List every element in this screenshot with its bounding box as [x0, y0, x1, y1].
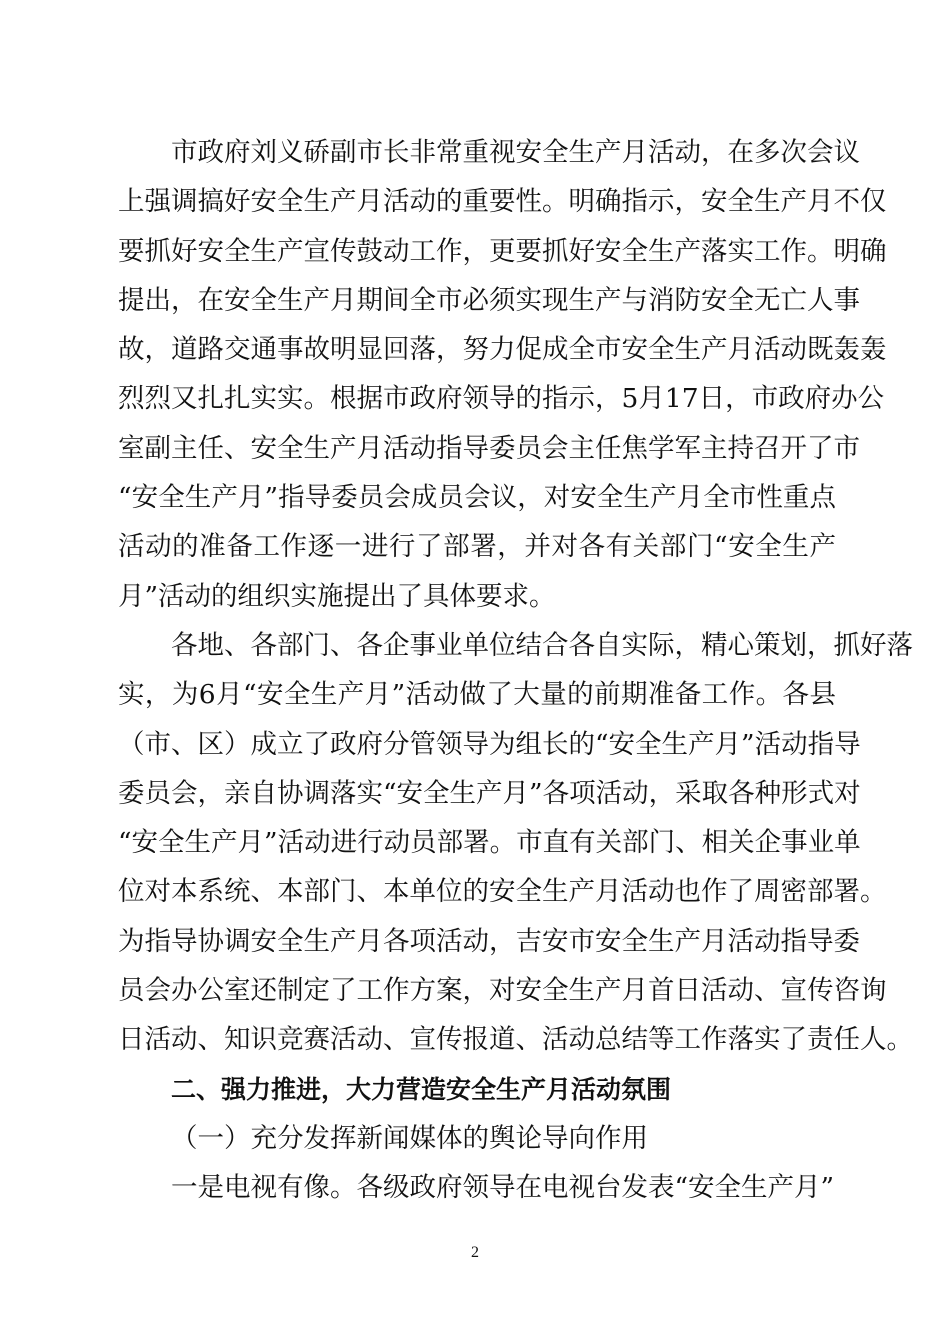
text-line: “安全生产月”指导委员会成员会议，对安全生产月全市性重点 [118, 482, 836, 514]
subsection-heading: （一）充分发挥新闻媒体的舆论导向作用 [171, 1122, 648, 1154]
section-heading: 二、强力推进，大力营造安全生产月活动氛围 [171, 1074, 672, 1104]
text-line: 市政府刘义硚副市长非常重视安全生产月活动，在多次会议 [171, 137, 860, 168]
text-line: 提出，在安全生产月期间全市必须实现生产与消防安全无亡人事 [118, 284, 860, 316]
text-line: 委员会，亲自协调落实“安全生产月”各项活动，采取各种形式对 [118, 777, 861, 809]
text-line: 为指导协调安全生产月各项活动，吉安市安全生产月活动指导委 [118, 925, 860, 957]
text-line: 上强调搞好安全生产月活动的重要性。明确指示，安全生产月不仅 [118, 186, 887, 218]
paragraph [118, 1163, 836, 1212]
text-line: （市、区）成立了政府分管领导为组长的“安全生产月”活动指导 [118, 728, 861, 760]
text-line: 员会办公室还制定了工作方案，对安全生产月首日活动、宣传咨询 [118, 975, 887, 1007]
text-line: 活动的准备工作逐一进行了部署，并对各有关部门“安全生产 [118, 531, 836, 563]
paragraph [118, 128, 887, 621]
text-line: 室副主任、安全生产月活动指导委员会主任焦学军主持召开了市 [118, 432, 860, 464]
text-line: 月”活动的组织实施提出了具体要求。 [118, 580, 556, 612]
text-line: 实，为6月“安全生产月”活动做了大量的前期准备工作。各县 [118, 679, 836, 711]
text-line: 故，道路交通事故明显回落，努力促成全市安全生产月活动既轰轰 [118, 334, 887, 366]
page-number: 2 [471, 1244, 479, 1261]
paragraph [118, 621, 913, 1065]
text-line: 烈烈又扎扎实实。根据市政府领导的指示，5月17日，市政府办公 [118, 383, 885, 415]
text-line: “安全生产月”活动进行动员部署。市直有关部门、相关企事业单 [118, 827, 861, 859]
text-line: 一是电视有像。各级政府领导在电视台发表“安全生产月” [171, 1172, 835, 1204]
body-text [118, 128, 913, 1213]
text-line: 各地、各部门、各企事业单位结合各自实际，精心策划，抓好落 [171, 629, 913, 661]
text-line: 要抓好安全生产宣传鼓动工作，更要抓好安全生产落实工作。明确 [118, 235, 887, 267]
text-line: 位对本系统、本部门、本单位的安全生产月活动也作了周密部署。 [118, 876, 887, 908]
text-line: 日活动、知识竞赛活动、宣传报道、活动总结等工作落实了责任人。 [118, 1024, 913, 1056]
